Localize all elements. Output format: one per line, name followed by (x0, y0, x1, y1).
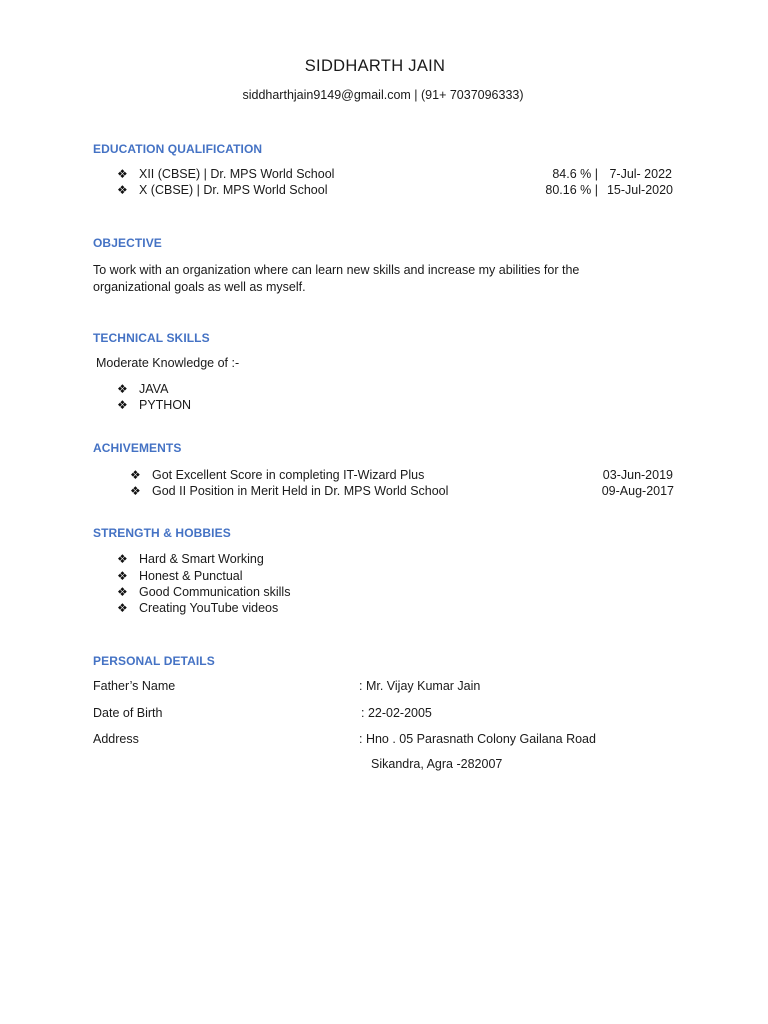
achievement-item: God II Position in Merit Held in Dr. MPS World School (152, 484, 449, 498)
diamond-bullet-icon: ❖ (130, 484, 141, 498)
achievement-item: Got Excellent Score in completing IT-Wizard Plus (152, 468, 425, 482)
education-item: XII (CBSE) | Dr. MPS World School (139, 167, 335, 181)
personal-value-address: : Hno . 05 Parasnath Colony Gailana Road (359, 732, 596, 746)
education-date: 15-Jul-2020 (606, 183, 673, 197)
achievement-date: 09-Aug-2017 (601, 484, 674, 498)
personal-label-address: Address (93, 732, 139, 746)
diamond-bullet-icon: ❖ (117, 601, 128, 615)
education-score: 84.6 % | (552, 167, 598, 181)
personal-value-father: : Mr. Vijay Kumar Jain (359, 679, 481, 693)
diamond-bullet-icon: ❖ (117, 569, 128, 583)
technical-intro: Moderate Knowledge of :- (96, 356, 240, 370)
objective-text: To work with an organization where can learn new skills and increase my abilities for the organizational goals as well as myself. (93, 263, 580, 294)
section-heading-education: EDUCATION QUALIFICATION (93, 142, 263, 156)
diamond-bullet-icon: ❖ (117, 167, 128, 181)
section-heading-objective: OBJECTIVE (93, 236, 162, 250)
section-heading-achievements: ACHIVEMENTS (93, 441, 182, 455)
contact-line: siddharthjain9149@gmail.com | (91+ 7037096333) (242, 88, 524, 102)
strength-item: Good Communication skills (139, 585, 291, 599)
personal-value-dob: : 22-02-2005 (361, 706, 432, 720)
section-heading-strengths: STRENGTH & HOBBIES (93, 526, 231, 540)
education-date: 7-Jul- 2022 (609, 167, 672, 181)
personal-value-address-line2: Sikandra, Agra -282007 (371, 757, 503, 771)
strength-item: Creating YouTube videos (139, 601, 279, 615)
skill-item: JAVA (139, 382, 169, 396)
strength-item: Honest & Punctual (139, 569, 243, 583)
skill-item: PYTHON (139, 398, 192, 412)
achievement-date: 03-Jun-2019 (602, 468, 673, 482)
strength-item: Hard & Smart Working (139, 552, 264, 566)
diamond-bullet-icon: ❖ (117, 183, 128, 197)
education-score: 80.16 % | (545, 183, 598, 197)
diamond-bullet-icon: ❖ (117, 585, 128, 599)
diamond-bullet-icon: ❖ (130, 468, 141, 482)
section-heading-technical-skills: TECHNICAL SKILLS (93, 331, 210, 345)
personal-label-dob: Date of Birth (93, 706, 163, 720)
diamond-bullet-icon: ❖ (117, 382, 128, 396)
candidate-name: SIDDHARTH JAIN (304, 57, 446, 75)
education-item: X (CBSE) | Dr. MPS World School (139, 183, 328, 197)
personal-label-father: Father’s Name (93, 679, 176, 693)
diamond-bullet-icon: ❖ (117, 552, 128, 566)
diamond-bullet-icon: ❖ (117, 398, 128, 412)
section-heading-personal-details: PERSONAL DETAILS (93, 654, 215, 668)
